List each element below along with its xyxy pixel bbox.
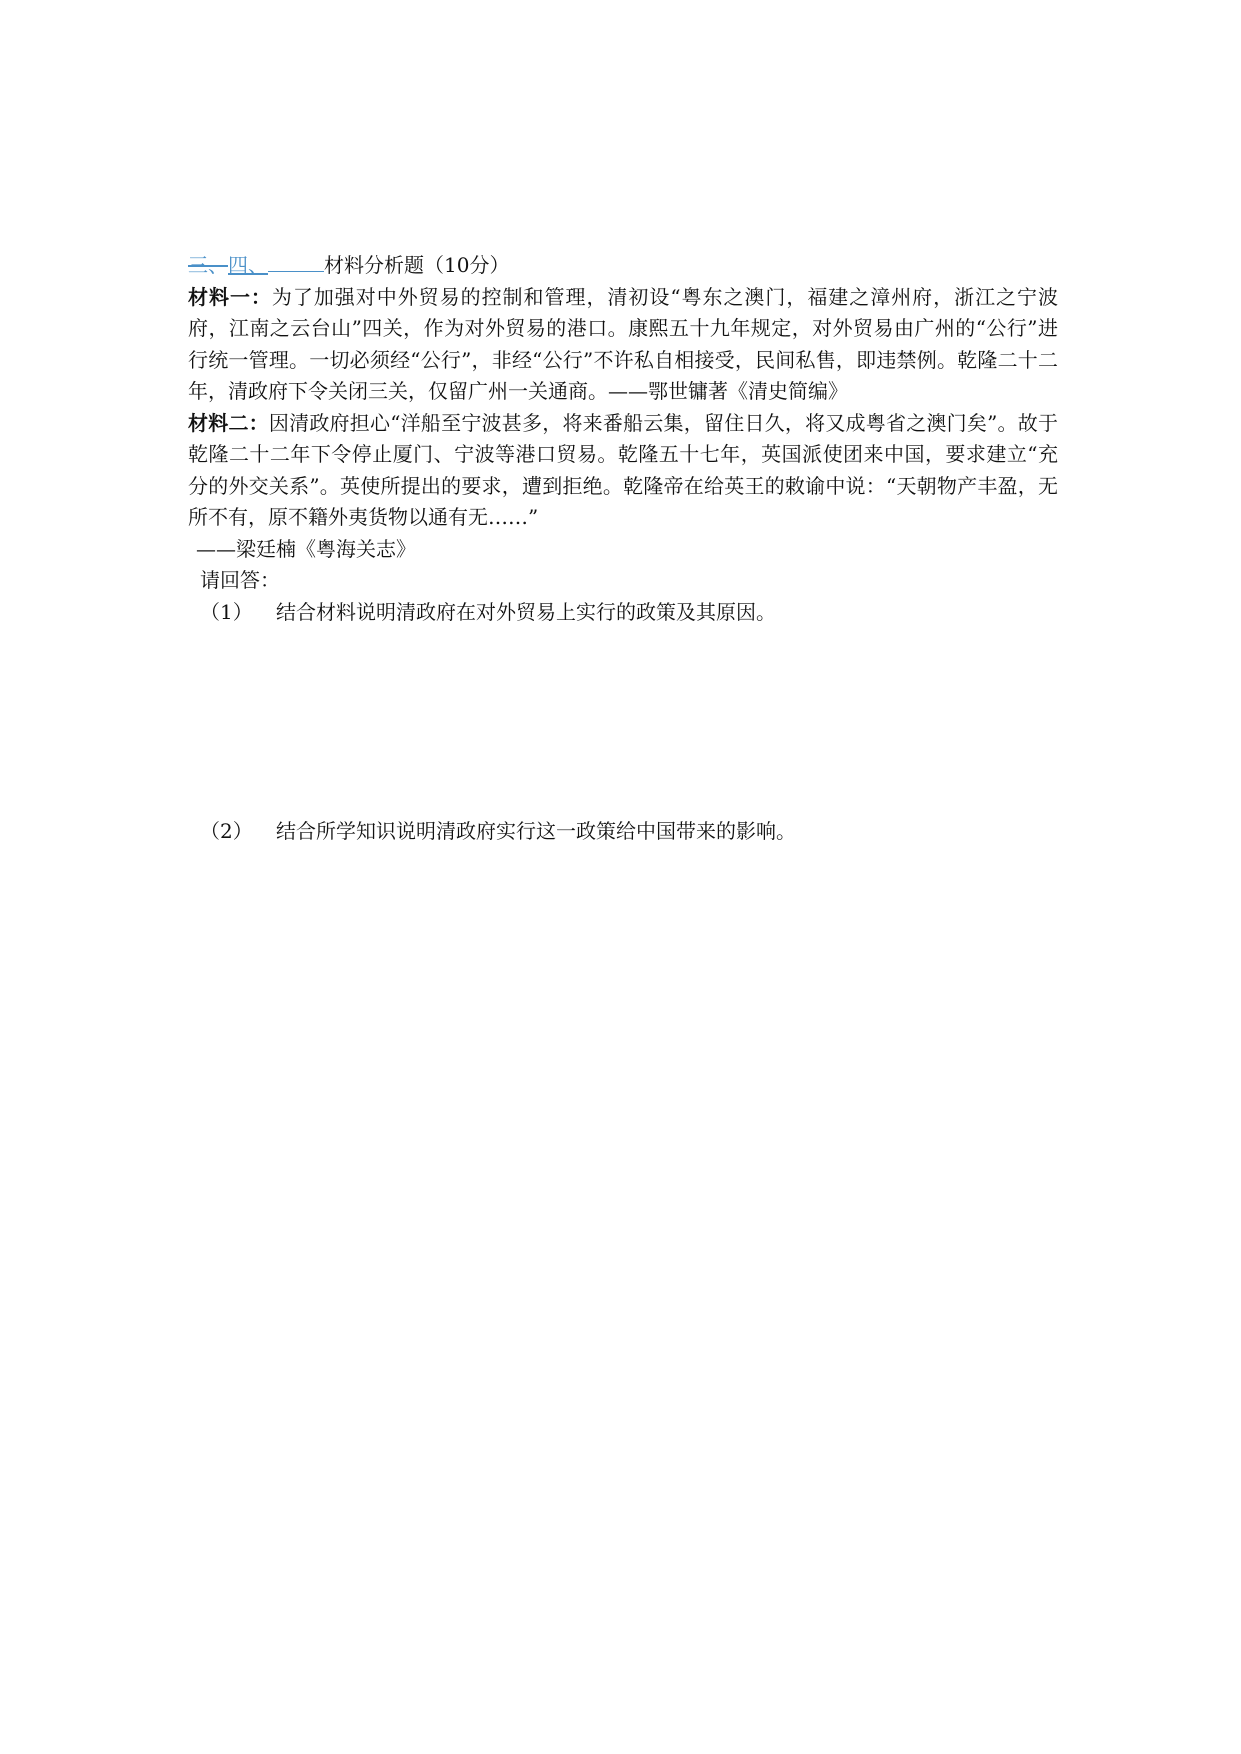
material-2-paragraph: [188, 408, 1058, 534]
inserted-section-number: 四、: [228, 253, 268, 277]
material-1-label: 材料一：: [188, 284, 272, 309]
material-2-label: 材料二：: [188, 410, 269, 435]
section-heading: [188, 250, 1058, 282]
material-1-text: 为了加强对中外贸易的控制和管理，清初设“粤东之澳门，福建之漳州府，浙江之宁波府，江南之云台山”四关，作为对外贸易的港口。康熙五十九年规定，对外贸易由广州的“公行”进行统一管理。一切必须经“公行”，非经“公行”不许私自相接受，民间私售，即违禁例。乾隆二十二年，清政府下令关闭三关，仅留广州一关通商。——鄂世镛著《清史简编》: [188, 284, 1059, 403]
question-2-number: （2）: [200, 819, 253, 843]
question-1: [188, 597, 1058, 629]
question-1-text: 结合材料说明清政府在对外贸易上实行的政策及其原因。: [276, 599, 776, 624]
section-title: 材料分析题（10分）: [324, 253, 510, 277]
material-2-attribution: ——梁廷楠《粤海关志》: [196, 536, 416, 561]
question-2: [188, 816, 1058, 848]
deleted-section-number: 三、: [188, 253, 228, 277]
question-2-text: 结合所学知识说明清政府实行这一政策给中国带来的影响。: [276, 819, 796, 843]
question-1-number: （1）: [200, 599, 253, 624]
tracked-change-blank: [268, 253, 324, 272]
material-2-text: 因清政府担心“洋船至宁波甚多，将来番船云集，留住日久，将又成粤省之澳门矣”。故于乾隆二十二年下令停止厦门、宁波等港口贸易。乾隆五十七年，英国派使团来中国，要求建立“充分的外交关系”。英使所提出的要求，遭到拒绝。乾隆帝在给英王的敕谕中说：“天朝物产丰盈，无所不有，原不籍外夷货物以通有无……”: [188, 410, 1058, 529]
document-body: [188, 250, 1058, 848]
material-1-paragraph: [188, 282, 1058, 408]
answer-prompt: 请回答：: [200, 568, 280, 592]
